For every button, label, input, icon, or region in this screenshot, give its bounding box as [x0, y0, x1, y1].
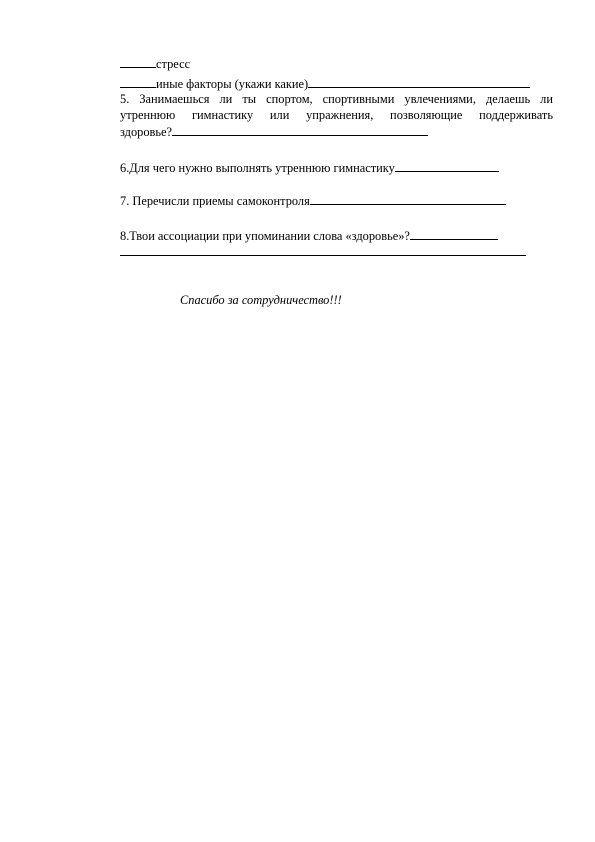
answer-blank[interactable]	[410, 228, 498, 240]
answer-blank[interactable]	[308, 76, 530, 88]
answer-blank[interactable]	[120, 56, 156, 68]
question-8-text: 8.Твои ассоциации при упоминании слова «здоровье»?	[120, 229, 410, 243]
question-5-line-2: утреннюю гимнастику или упражнения, позволяющие поддерживать	[120, 108, 553, 122]
question-6-text: 6.Для чего нужно выполнять утреннюю гимнастику	[120, 161, 395, 175]
closing-thanks: Спасибо за сотрудничество!!!	[180, 293, 342, 307]
question-7	[120, 193, 506, 209]
question-5-line-1: 5. Занимаешься ли ты спортом, спортивными увлечениями, делаешь ли	[120, 92, 553, 106]
question-8-continuation	[120, 244, 526, 260]
question-5-line-3	[120, 124, 428, 140]
question-5-line-3-text: здоровье?	[120, 125, 173, 139]
answer-blank[interactable]	[120, 76, 156, 88]
answer-blank[interactable]	[172, 124, 428, 136]
question-7-text: 7. Перечисли приемы самоконтроля	[120, 194, 310, 208]
option-other-factors	[120, 76, 530, 92]
option-stress	[120, 56, 190, 72]
answer-blank[interactable]	[120, 244, 526, 256]
option-stress-label: стресс	[156, 57, 191, 71]
question-8	[120, 228, 498, 244]
question-6	[120, 160, 499, 176]
option-other-factors-label: иные факторы (укажи какие)	[156, 77, 309, 91]
answer-blank[interactable]	[395, 160, 499, 172]
answer-blank[interactable]	[310, 193, 506, 205]
